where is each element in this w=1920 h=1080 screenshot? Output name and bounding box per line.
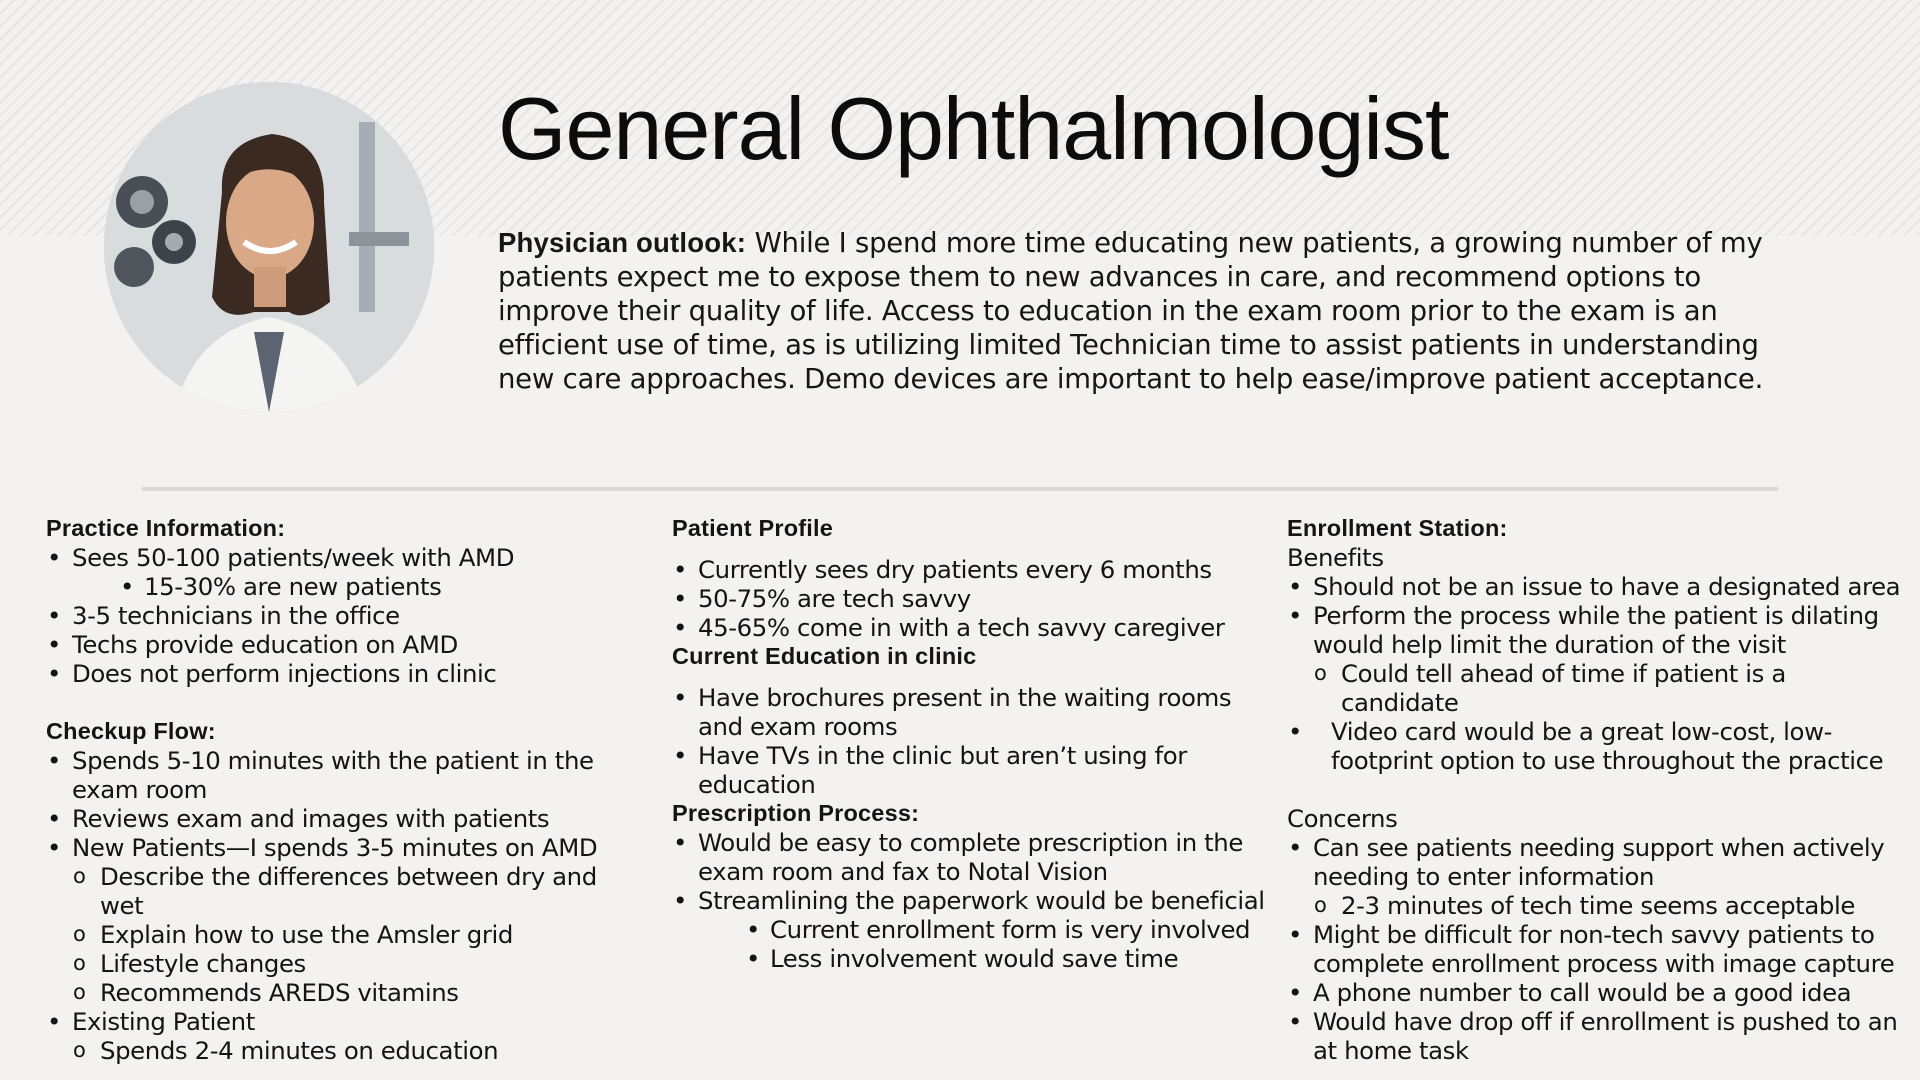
list-item: • Techs provide education on AMD [46, 630, 646, 659]
list-item: • A phone number to call would be a good idea [1287, 978, 1907, 1007]
profile-list [672, 555, 1272, 642]
list-item: o Recommends AREDS vitamins [46, 978, 646, 1007]
concerns-label: Concerns [1287, 804, 1398, 833]
enrollment-station-heading: Enrollment Station: [1287, 515, 1508, 541]
list-item: • Currently sees dry patients every 6 months [672, 555, 1272, 584]
benefits-label: Benefits [1287, 543, 1384, 572]
list-item: • Streamlining the paperwork would be beneficial [672, 886, 1272, 915]
list-item: • Current enrollment form is very involved [672, 915, 1272, 944]
list-item: o Lifestyle changes [46, 949, 646, 978]
column-patient [672, 514, 1272, 973]
list-item: • Video card would be a great low-cost, low-footprint option to use throughout the practice [1287, 717, 1907, 775]
list-item: o 2-3 minutes of tech time seems acceptable [1287, 891, 1907, 920]
list-item: • Sees 50-100 patients/week with AMD [46, 543, 646, 572]
physician-portrait-photo [104, 82, 434, 412]
list-item: • Reviews exam and images with patients [46, 804, 646, 833]
prescription-process-heading: Prescription Process: [672, 800, 920, 826]
list-item: o Explain how to use the Amsler grid [46, 920, 646, 949]
list-item: o Describe the differences between dry and wet [46, 862, 646, 920]
page-title: General Ophthalmologist [498, 79, 1449, 178]
benefits-list [1287, 572, 1907, 775]
patient-profile-heading: Patient Profile [672, 515, 834, 541]
list-item: • 45-65% come in with a tech savvy caregiver [672, 613, 1272, 642]
list-item: • Less involvement would save time [672, 944, 1272, 973]
list-item: o Could tell ahead of time if patient is a candidate [1287, 659, 1907, 717]
practice-list [46, 543, 646, 688]
list-item: • Can see patients needing support when actively needing to enter information [1287, 833, 1907, 891]
list-item: • New Patients—I spends 3-5 minutes on AMD [46, 833, 646, 862]
list-item: • 15-30% are new patients [46, 572, 646, 601]
outlook-label: Physician outlook: [498, 227, 747, 258]
column-practice [46, 514, 646, 1065]
current-education-heading: Current Education in clinic [672, 643, 977, 669]
list-item: • Existing Patient [46, 1007, 646, 1036]
list-item: • Would be easy to complete prescription in the exam room and fax to Notal Vision [672, 828, 1272, 886]
outlook-text: While I spend more time educating new patients, a growing number of my patients expect me to expose them to new advances in care, and recommend options to improve their quality of life. Access to education in the exam room prior to the exam is an efficient use of time, as is utilizing limited Technician time to assist patients in understanding new care approaches. Demo devices are important to help ease/improve patient acceptance. [498, 227, 1764, 395]
list-item: • Should not be an issue to have a designated area [1287, 572, 1907, 601]
concerns-list [1287, 833, 1907, 1065]
section-divider [142, 487, 1778, 491]
prescription-list [672, 828, 1272, 973]
physician-outlook-paragraph [498, 226, 1798, 396]
list-item: o Spends 2-4 minutes on education [46, 1036, 646, 1065]
portrait-illustration [104, 82, 434, 412]
list-item: • Does not perform injections in clinic [46, 659, 646, 688]
list-item: • Spends 5-10 minutes with the patient in the exam room [46, 746, 646, 804]
education-list [672, 683, 1272, 799]
list-item: • Have TVs in the clinic but aren’t using for education [672, 741, 1272, 799]
list-item: • Would have drop off if enrollment is pushed to an at home task [1287, 1007, 1907, 1065]
list-item: • Perform the process while the patient is dilating would help limit the duration of the visit [1287, 601, 1907, 659]
checkup-flow-heading: Checkup Flow: [46, 718, 216, 744]
list-item: • 50-75% are tech savvy [672, 584, 1272, 613]
practice-information-heading: Practice Information: [46, 515, 286, 541]
list-item: • Have brochures present in the waiting rooms and exam rooms [672, 683, 1272, 741]
list-item: • Might be difficult for non-tech savvy patients to complete enrollment process with image capture [1287, 920, 1907, 978]
column-enrollment [1287, 514, 1907, 1065]
checkup-list [46, 746, 646, 1065]
list-item: • 3-5 technicians in the office [46, 601, 646, 630]
